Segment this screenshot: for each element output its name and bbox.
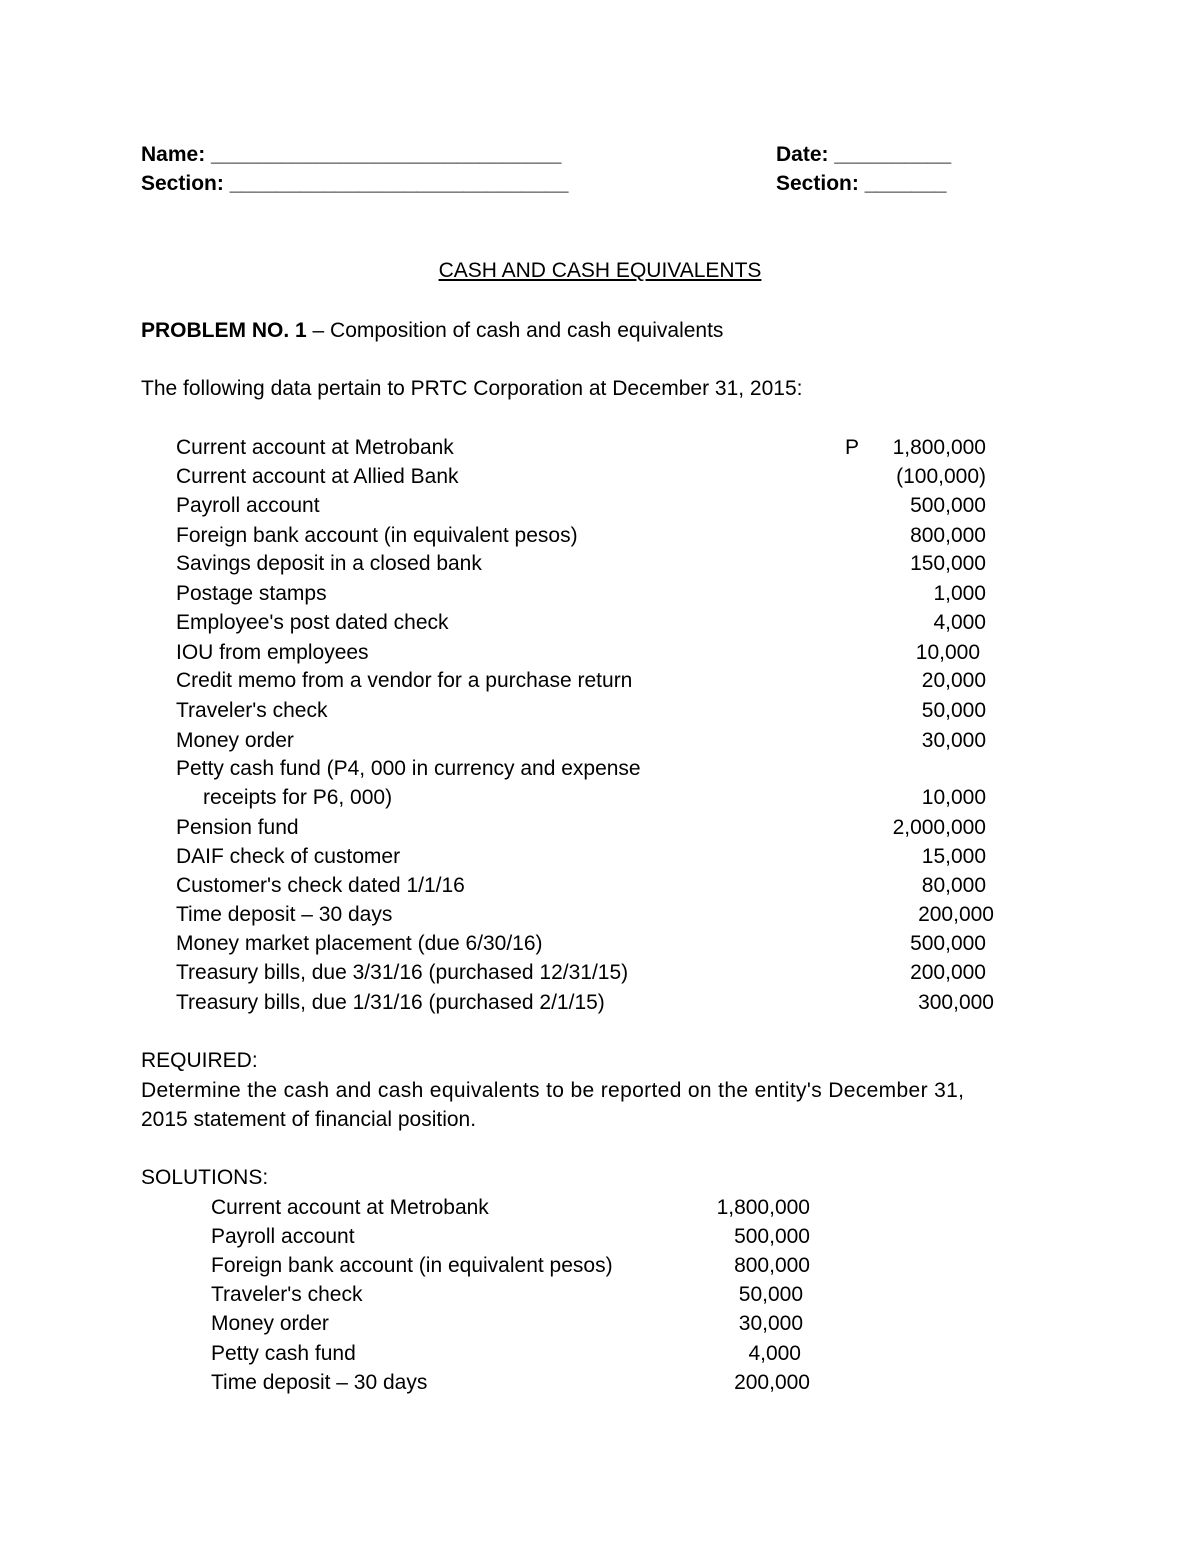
required-line-1: Determine the cash and cash equivalents to be reported on the entity's December 31, [141, 1079, 965, 1102]
list-item-label: Payroll account [176, 494, 320, 517]
list-item-amount: 4,000 [933, 611, 986, 634]
list-item-label: Time deposit – 30 days [176, 903, 393, 926]
section2-label: Section: [776, 172, 859, 195]
list-item-amount: 30,000 [921, 729, 986, 752]
solution-item-label: Money order [211, 1312, 329, 1335]
solution-item-label: Payroll account [211, 1225, 355, 1248]
solution-item-amount: 200,000 [734, 1371, 810, 1394]
list-item-amount: 500,000 [910, 932, 986, 955]
list-item-label: Current account at Metrobank [176, 436, 454, 459]
date-blank: __________ [834, 143, 952, 166]
date-label: Date: [776, 143, 829, 166]
name-field [141, 143, 561, 167]
list-item-label: Pension fund [176, 816, 299, 839]
list-item-label: receipts for P6, 000) [203, 786, 393, 809]
problem-heading [141, 319, 723, 343]
solutions-heading: SOLUTIONS: [141, 1166, 269, 1189]
solution-item-label: Traveler's check [211, 1283, 363, 1306]
solution-item-amount: 4,000 [748, 1342, 801, 1365]
list-item-label: Postage stamps [176, 582, 327, 605]
list-item-amount: 1,000 [933, 582, 986, 605]
currency-symbol: P [845, 436, 860, 459]
list-item-amount: 1,800,000 [892, 436, 986, 459]
list-item-amount: 50,000 [921, 699, 986, 722]
list-item-amount: 150,000 [910, 552, 986, 575]
list-item-label: IOU from employees [176, 641, 369, 664]
date-field [776, 143, 951, 167]
list-item-amount: 300,000 [918, 991, 994, 1014]
section-blank: _____________________________ [229, 172, 569, 195]
name-label: Name: [141, 143, 206, 166]
section-field [141, 172, 568, 196]
list-item-label: Treasury bills, due 3/31/16 (purchased 12/31/15) [176, 961, 629, 984]
solution-item-amount: 500,000 [734, 1225, 810, 1248]
section-label: Section: [141, 172, 224, 195]
list-item-label: Customer's check dated 1/1/16 [176, 874, 465, 897]
solution-item-amount: 1,800,000 [716, 1196, 810, 1219]
page-title: CASH AND CASH EQUIVALENTS [438, 259, 762, 282]
list-item-label: Treasury bills, due 1/31/16 (purchased 2/1/15) [176, 991, 605, 1014]
list-item-amount: 500,000 [910, 494, 986, 517]
list-item-label: Money market placement (due 6/30/16) [176, 932, 543, 955]
solution-item-label: Time deposit – 30 days [211, 1371, 428, 1394]
name-blank: ______________________________ [211, 143, 562, 166]
solution-item-amount: 800,000 [734, 1254, 810, 1277]
list-item-amount: 15,000 [921, 845, 986, 868]
list-item-label: Current account at Allied Bank [176, 465, 459, 488]
list-item-label: Savings deposit in a closed bank [176, 552, 482, 575]
list-item-amount: 80,000 [921, 874, 986, 897]
section2-field [776, 172, 946, 196]
list-item-amount: 10,000 [915, 641, 980, 664]
list-item-amount: 800,000 [910, 524, 986, 547]
problem-label: PROBLEM NO. 1 [141, 319, 307, 342]
list-item-label: Traveler's check [176, 699, 328, 722]
list-item-amount: 20,000 [921, 669, 986, 692]
solution-item-label: Petty cash fund [211, 1342, 356, 1365]
list-item-amount: 200,000 [910, 961, 986, 984]
required-line-2: 2015 statement of financial position. [141, 1108, 477, 1131]
list-item-amount: (100,000) [896, 465, 986, 488]
section2-blank: _______ [864, 172, 947, 195]
list-item-amount: 200,000 [918, 903, 994, 926]
list-item-label: Petty cash fund (P4, 000 in currency and expense [176, 757, 641, 780]
solution-item-amount: 30,000 [738, 1312, 803, 1335]
solution-item-amount: 50,000 [738, 1283, 803, 1306]
intro-text: The following data pertain to PRTC Corporation at December 31, 2015: [141, 377, 803, 400]
list-item-amount: 10,000 [921, 786, 986, 809]
solution-item-label: Foreign bank account (in equivalent pesos) [211, 1254, 613, 1277]
list-item-amount: 2,000,000 [892, 816, 986, 839]
list-item-label: Credit memo from a vendor for a purchase return [176, 669, 633, 692]
list-item-label: Foreign bank account (in equivalent pesos) [176, 524, 578, 547]
list-item-label: Money order [176, 729, 294, 752]
problem-subtitle: – Composition of cash and cash equivalents [306, 319, 724, 342]
list-item-label: DAIF check of customer [176, 845, 401, 868]
solution-item-label: Current account at Metrobank [211, 1196, 489, 1219]
required-heading: REQUIRED: [141, 1049, 258, 1072]
list-item-label: Employee's post dated check [176, 611, 449, 634]
